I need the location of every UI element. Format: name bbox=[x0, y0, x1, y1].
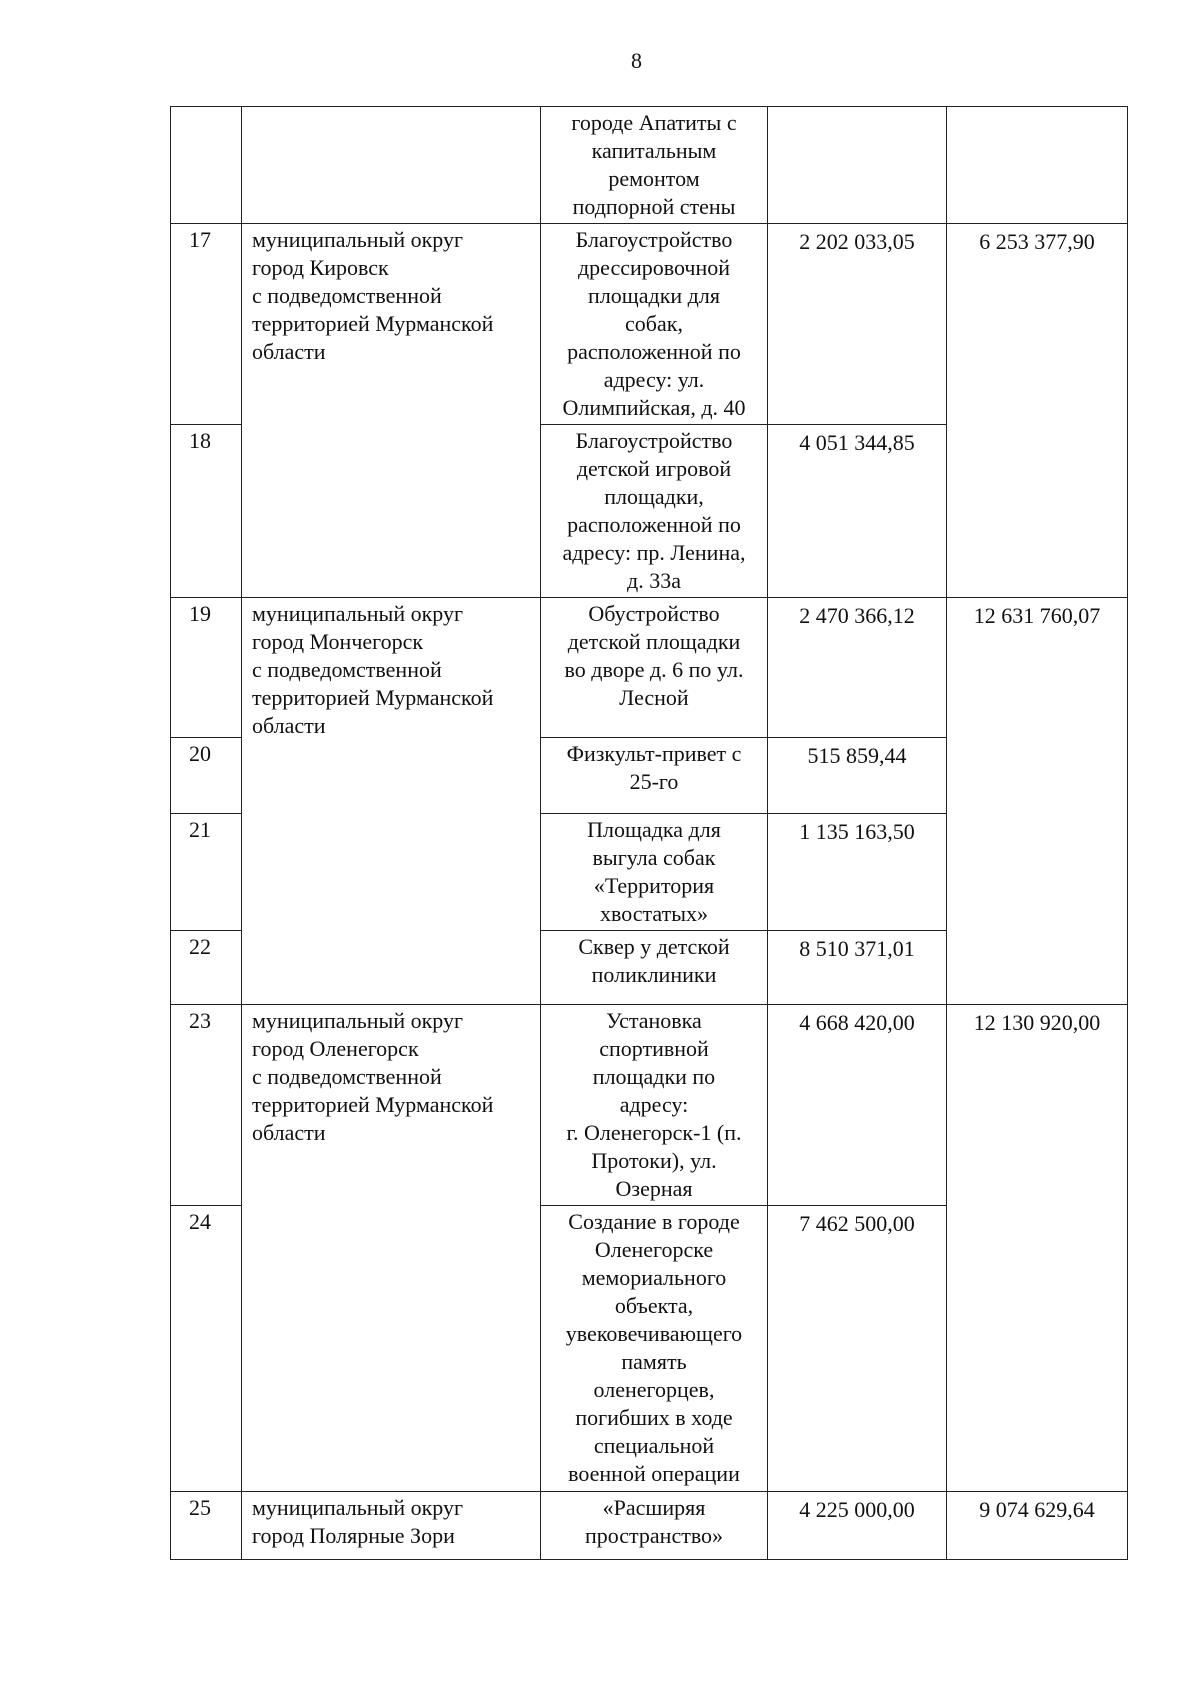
project-name: Площадка для выгула собак «Территория хвостатых» bbox=[541, 814, 768, 931]
municipality-cell bbox=[242, 107, 541, 224]
table-row bbox=[171, 598, 1128, 738]
row-number: 21 bbox=[171, 814, 242, 931]
total-cell: 6 253 377,90 bbox=[947, 224, 1128, 598]
table-row bbox=[171, 107, 1128, 224]
row-number bbox=[171, 107, 242, 224]
project-name: Установка спортивной площадки по адресу: г. Оленегорск-1 (п. Протоки), ул. Озерная bbox=[541, 1005, 768, 1206]
row-number: 19 bbox=[171, 598, 242, 738]
amount-cell: 1 135 163,50 bbox=[768, 814, 947, 931]
table-row bbox=[171, 1492, 1128, 1560]
municipality-name: муниципальный округ город Мончегорск с подведомственной территорией Мурманской области bbox=[242, 598, 541, 1005]
amount-cell: 4 668 420,00 bbox=[768, 1005, 947, 1206]
project-name: городе Апатиты с капитальным ремонтом подпорной стены bbox=[541, 107, 768, 224]
project-name: «Расширяя пространство» bbox=[541, 1492, 768, 1560]
row-number: 23 bbox=[171, 1005, 242, 1206]
municipality-name: муниципальный округ город Оленегорск с подведомственной территорией Мурманской области bbox=[242, 1005, 541, 1492]
project-name: Создание в городе Оленегорске мемориального объекта, увековечивающего память оленегорцев, погибших в ходе специальной военной операции bbox=[541, 1206, 768, 1492]
row-number: 17 bbox=[171, 224, 242, 425]
row-number: 24 bbox=[171, 1206, 242, 1492]
project-name: Благоустройство детской игровой площадки, расположенной по адресу: пр. Ленина, д. 33а bbox=[541, 425, 768, 598]
municipality-name: муниципальный округ город Полярные Зори bbox=[242, 1492, 541, 1560]
amount-cell bbox=[768, 107, 947, 224]
total-cell: 12 130 920,00 bbox=[947, 1005, 1128, 1492]
project-name: Обустройство детской площадки во дворе д. 6 по ул. Лесной bbox=[541, 598, 768, 738]
amount-cell: 7 462 500,00 bbox=[768, 1206, 947, 1492]
project-name: Сквер у детской поликлиники bbox=[541, 931, 768, 1005]
row-number: 18 bbox=[171, 425, 242, 598]
table-row bbox=[171, 1005, 1128, 1206]
project-name: Благоустройство дрессировочной площадки для собак, расположенной по адресу: ул. Олимпийская, д. 40 bbox=[541, 224, 768, 425]
amount-cell: 8 510 371,01 bbox=[768, 931, 947, 1005]
total-cell bbox=[947, 107, 1128, 224]
amount-cell: 2 470 366,12 bbox=[768, 598, 947, 738]
amount-cell: 515 859,44 bbox=[768, 738, 947, 814]
amount-cell: 4 225 000,00 bbox=[768, 1492, 947, 1560]
allocation-table bbox=[170, 106, 1128, 1560]
table-row bbox=[171, 224, 1128, 425]
municipality-name: муниципальный округ город Кировск с подведомственной территорией Мурманской области bbox=[242, 224, 541, 598]
amount-cell: 2 202 033,05 bbox=[768, 224, 947, 425]
project-name: Физкульт-привет с 25-го bbox=[541, 738, 768, 814]
total-cell: 12 631 760,07 bbox=[947, 598, 1128, 1005]
page-number: 8 bbox=[631, 48, 642, 73]
row-number: 20 bbox=[171, 738, 242, 814]
row-number: 25 bbox=[171, 1492, 242, 1560]
amount-cell: 4 051 344,85 bbox=[768, 425, 947, 598]
row-number: 22 bbox=[171, 931, 242, 1005]
total-cell: 9 074 629,64 bbox=[947, 1492, 1128, 1560]
